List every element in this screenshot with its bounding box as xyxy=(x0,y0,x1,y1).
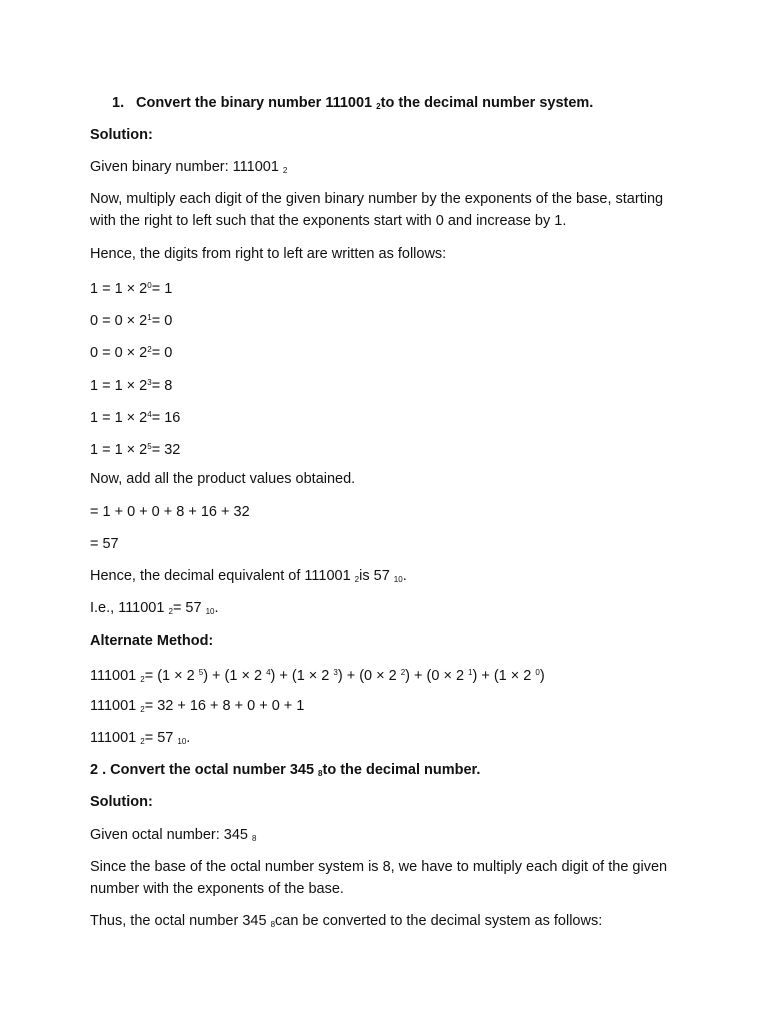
ie-mid: = 57 xyxy=(172,600,202,616)
alt-rhs: = 57 xyxy=(144,730,174,746)
ie-base-2: 10 xyxy=(205,607,215,616)
alt-term: ) xyxy=(539,668,545,684)
alt-rhs-base: 10 xyxy=(177,737,187,746)
q2-solution-label: Solution: xyxy=(90,794,153,810)
alt-sum xyxy=(90,696,304,720)
q1-solution-label: Solution: xyxy=(90,127,153,143)
q1-hence xyxy=(90,566,407,590)
q1-sum: = 1 + 0 + 0 + 8 + 16 + 32 xyxy=(90,504,250,520)
ie-post: . xyxy=(214,600,219,616)
q2-thus-post: can be converted to the decimal system as follows: xyxy=(275,913,603,929)
alt-term: ) + (0 × 2 xyxy=(337,668,397,684)
alternate-method-label: Alternate Method: xyxy=(90,633,214,649)
alt-lhs: 111001 xyxy=(90,698,137,714)
q1-paragraph-1: Now, multiply each digit of the given binary number by the exponents of the base, starting with the right to left such that the exponents start with 0 and increase by 1. xyxy=(90,191,664,229)
alt-term: ) + (1 × 2 xyxy=(270,668,330,684)
q2-paragraph-1: Since the base of the octal number system is 8, we have to multiply each digit of the given number with the exponents of the base. xyxy=(90,859,668,897)
alt-term: = (1 × 2 xyxy=(144,668,195,684)
q1-step xyxy=(90,276,172,299)
step-base: 1 = 1 × 2 xyxy=(90,410,148,426)
q2-heading-post: to the decimal number. xyxy=(322,762,481,778)
alt-lhs: 111001 xyxy=(90,730,137,746)
q1-step xyxy=(90,437,180,460)
alt-exponent: 5 xyxy=(198,668,204,677)
ie-base: 2 xyxy=(168,607,173,616)
hence-text: Hence, the decimal equivalent of 111001 xyxy=(90,568,351,584)
step-base: 1 = 1 × 2 xyxy=(90,378,148,394)
q1-paragraph-3: Now, add all the product values obtained. xyxy=(90,471,356,487)
step-exponent: 3 xyxy=(147,378,152,387)
step-result: = 16 xyxy=(151,410,181,426)
step-exponent: 4 xyxy=(147,410,152,419)
q1-paragraph-2: Hence, the digits from right to left are written as follows: xyxy=(90,246,447,262)
step-result: = 8 xyxy=(151,378,173,394)
alt-expansion xyxy=(90,663,545,690)
q2-heading-base: 8 xyxy=(318,769,323,778)
q1-heading xyxy=(112,93,593,117)
step-exponent: 5 xyxy=(147,442,152,451)
q2-given-base: 8 xyxy=(252,834,257,843)
q1-heading-post: to the decimal number system. xyxy=(380,95,594,111)
alt-post: . xyxy=(186,730,191,746)
step-exponent: 2 xyxy=(147,345,152,354)
step-exponent: 1 xyxy=(147,313,152,322)
q1-heading-base: 2 xyxy=(376,102,381,111)
alt-exponent: 2 xyxy=(400,668,406,677)
alt-term: ) + (0 × 2 xyxy=(405,668,465,684)
step-base: 0 = 0 × 2 xyxy=(90,345,148,361)
ie-text: I.e., 111001 xyxy=(90,600,165,616)
alt-result xyxy=(90,728,190,752)
hence-mid: is 57 xyxy=(359,568,390,584)
step-result: = 0 xyxy=(151,345,173,361)
alt-exponent: 3 xyxy=(333,668,338,677)
q1-given-text: Given binary number: 111001 xyxy=(90,159,279,175)
alt-lhs-base: 2 xyxy=(140,705,145,714)
hence-post: . xyxy=(402,568,407,584)
alt-term: ) + (1 × 2 xyxy=(472,668,532,684)
alt-lhs-base: 2 xyxy=(140,737,145,746)
alt-exponent: 1 xyxy=(468,668,473,677)
q1-step xyxy=(90,405,180,428)
q1-step xyxy=(90,308,172,331)
alt-lhs-base: 2 xyxy=(140,675,145,684)
q1-step xyxy=(90,340,172,363)
step-base: 1 = 1 × 2 xyxy=(90,281,148,297)
q2-given xyxy=(90,825,256,849)
alt-lhs: 111001 xyxy=(90,668,137,684)
step-base: 1 = 1 × 2 xyxy=(90,442,148,458)
q2-thus xyxy=(90,911,602,935)
step-exponent: 0 xyxy=(147,281,152,290)
q2-given-text: Given octal number: 345 xyxy=(90,827,248,843)
alt-rhs: = 32 + 16 + 8 + 0 + 0 + 1 xyxy=(144,698,305,714)
q1-heading-text: Convert the binary number 111001 xyxy=(136,95,373,111)
alt-term: ) + (1 × 2 xyxy=(203,668,263,684)
hence-base: 2 xyxy=(354,575,360,584)
q1-number: 1. xyxy=(112,95,125,111)
alt-exponent: 0 xyxy=(535,668,540,677)
q2-heading xyxy=(90,760,480,784)
q2-thus-base: 8 xyxy=(270,920,276,929)
q1-step xyxy=(90,373,172,396)
q1-given xyxy=(90,157,287,181)
step-result: = 32 xyxy=(151,442,181,458)
q1-given-base: 2 xyxy=(282,166,288,175)
step-result: = 1 xyxy=(151,281,173,297)
q2-thus-text: Thus, the octal number 345 xyxy=(90,913,267,929)
step-base: 0 = 0 × 2 xyxy=(90,313,148,329)
hence-base-2: 10 xyxy=(393,575,403,584)
q1-result: = 57 xyxy=(90,536,119,552)
q1-ie xyxy=(90,598,219,622)
q2-heading-text: 2 . Convert the octal number 345 xyxy=(90,762,315,778)
step-result: = 0 xyxy=(151,313,173,329)
alt-exponent: 4 xyxy=(266,668,271,677)
